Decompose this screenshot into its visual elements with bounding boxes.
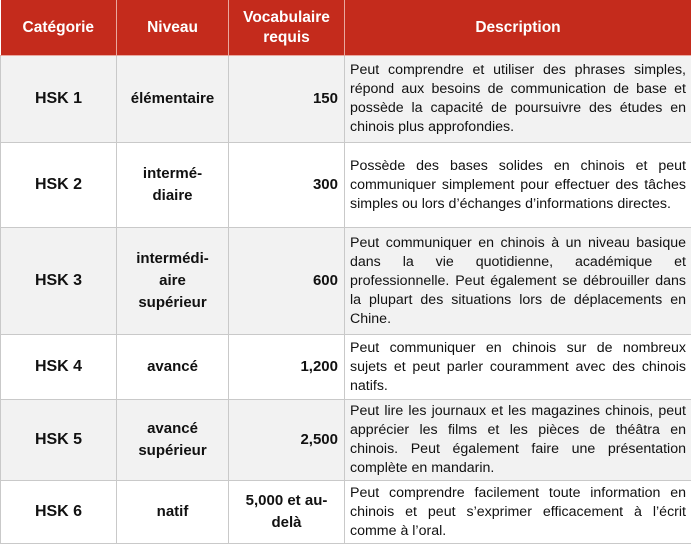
header-vocabulary [229,0,345,56]
cell-level-text: intermé-diaire [138,163,208,207]
header-level: Niveau [117,0,229,56]
cell-vocabulary: 1,200 [229,335,345,400]
header-vocabulary-text: Vocabulaire requis [242,8,332,48]
cell-level-text: intermédi-aire supérieur [131,248,215,314]
cell-level: avancé [117,335,229,400]
cell-level: natif [117,481,229,544]
table-row [1,400,691,481]
cell-description: Peut comprendre facilement toute information en chinois et peut s’exprimer efficacement à l’écrit comme à l’oral. [345,481,691,544]
header-row [1,0,691,56]
cell-category: HSK 4 [1,335,117,400]
cell-level-text: avancé supérieur [133,418,213,462]
table-row [1,335,691,400]
table-row [1,228,691,335]
cell-category: HSK 2 [1,143,117,228]
cell-vocabulary [229,481,345,544]
cell-vocabulary: 600 [229,228,345,335]
cell-description: Peut lire les journaux et les magazines chinois, peut apprécier les films et les pièces de théâtra en chinois. Peut également faire une présentation complète en mandarin. [345,400,691,481]
cell-level [117,228,229,335]
table-row [1,143,691,228]
cell-vocabulary: 2,500 [229,400,345,481]
cell-category: HSK 3 [1,228,117,335]
cell-vocabulary-text: 5,000 et au-delà [239,490,335,534]
cell-category: HSK 6 [1,481,117,544]
cell-category: HSK 1 [1,56,117,143]
cell-description: Peut communiquer en chinois sur de nombreux sujets et peut parler couramment avec des chinois natifs. [345,335,691,400]
cell-level: élémentaire [117,56,229,143]
table-row [1,56,691,143]
cell-category: HSK 5 [1,400,117,481]
cell-vocabulary: 300 [229,143,345,228]
cell-description: Peut communiquer en chinois à un niveau basique dans la vie quotidienne, académique et professionnelle. Peut également se débrouiller dans la plupart des situations lors de déplacements en Chine. [345,228,691,335]
header-category: Catégorie [1,0,117,56]
cell-vocabulary: 150 [229,56,345,143]
cell-level [117,400,229,481]
cell-description: Possède des bases solides en chinois et peut communiquer simplement pour effectuer des tâches simples ou lors d’échanges d’informations directes. [345,143,691,228]
cell-level [117,143,229,228]
header-description: Description [345,0,691,56]
table-row [1,481,691,544]
cell-description: Peut comprendre et utiliser des phrases simples, répond aux besoins de communication de base et possède la capacité de poursuivre des études en chinois plus approfondies. [345,56,691,143]
